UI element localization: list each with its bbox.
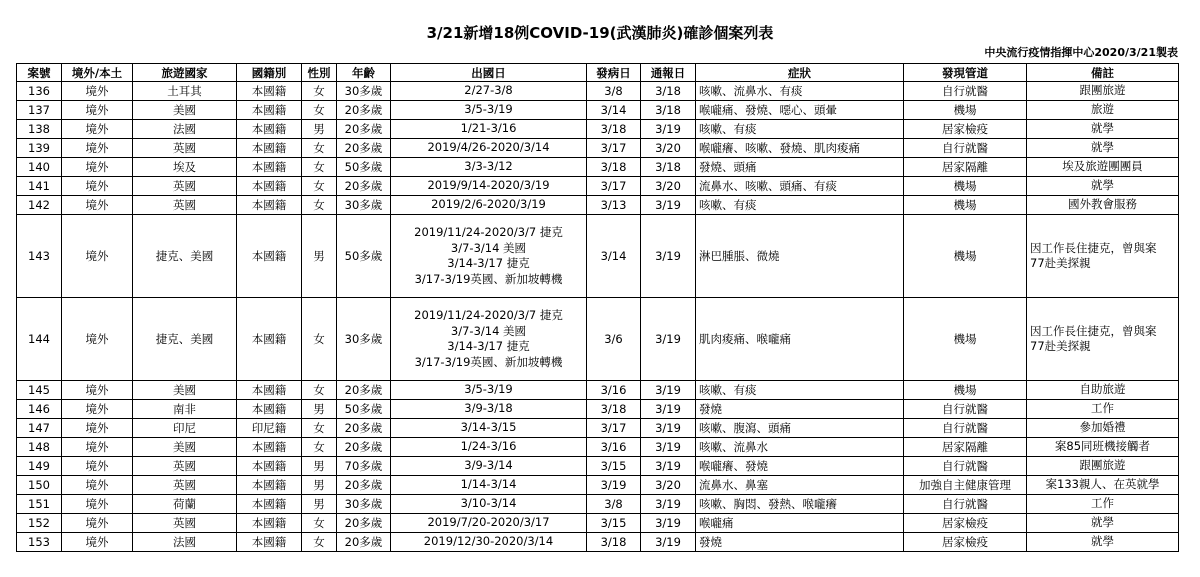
cell-travel-dates [391, 82, 587, 101]
cell-onset-date: 3/19 [587, 476, 641, 495]
cell-symptoms: 咳嗽、流鼻水 [696, 438, 904, 457]
page-title: 3/21新增18例COVID-19(武漢肺炎)確診個案列表 [426, 24, 774, 42]
cell-age: 20多歲 [337, 120, 391, 139]
remark-line: 就學 [1091, 515, 1114, 530]
cell-travel-dates [391, 457, 587, 476]
cell-report-date: 3/19 [641, 298, 696, 381]
cell-sex: 女 [302, 139, 337, 158]
cell-sex: 女 [302, 298, 337, 381]
remark-line: 跟團旅遊 [1079, 458, 1126, 473]
table-row [17, 139, 1179, 158]
cell-age: 20多歲 [337, 419, 391, 438]
travel-line: 1/21-3/16 [460, 121, 517, 136]
cell-travel-dates [391, 298, 587, 381]
cell-remark [1027, 158, 1179, 177]
cell-onset-date: 3/8 [587, 495, 641, 514]
cell-travel-dates [391, 495, 587, 514]
cell-remark [1027, 298, 1179, 381]
table-header-row [17, 64, 1179, 82]
cell-report-date: 3/18 [641, 101, 696, 120]
cell-symptoms: 咳嗽、腹瀉、頭痛 [696, 419, 904, 438]
cell-detection: 機場 [904, 381, 1027, 400]
cell-detection: 自行就醫 [904, 495, 1027, 514]
remark-line: 埃及旅遊團團員 [1062, 159, 1143, 174]
cell-report-date: 3/19 [641, 438, 696, 457]
cell-symptoms: 發燒 [696, 533, 904, 552]
travel-line: 2019/7/20-2020/3/17 [427, 515, 550, 530]
cell-detection: 自行就醫 [904, 419, 1027, 438]
travel-line: 3/14-3/15 [460, 420, 517, 435]
remark-line: 就學 [1091, 534, 1114, 549]
cell-case-id: 144 [17, 298, 62, 381]
travel-line: 2019/11/24-2020/3/7 捷克 [414, 308, 563, 322]
cell-origin: 境外 [62, 381, 133, 400]
cell-detection: 自行就醫 [904, 139, 1027, 158]
remark-line: 就學 [1091, 178, 1114, 193]
remark-line: 案85同班機接觸者 [1054, 439, 1151, 454]
remark-line: 就學 [1091, 140, 1114, 155]
cell-nationality: 本國籍 [237, 139, 302, 158]
travel-line: 1/24-3/16 [460, 439, 517, 454]
cell-origin: 境外 [62, 101, 133, 120]
cell-remark [1027, 177, 1179, 196]
remark-line: 因工作長住捷克，曾與案 [1030, 240, 1157, 255]
cell-symptoms: 發燒 [696, 400, 904, 419]
cell-origin: 境外 [62, 298, 133, 381]
cell-age: 70多歲 [337, 457, 391, 476]
cell-detection: 自行就醫 [904, 82, 1027, 101]
cell-onset-date: 3/17 [587, 139, 641, 158]
cell-origin: 境外 [62, 514, 133, 533]
travel-line: 3/3-3/12 [464, 159, 513, 174]
cell-detection: 自行就醫 [904, 457, 1027, 476]
cell-report-date: 3/20 [641, 139, 696, 158]
cell-countries: 美國 [133, 438, 237, 457]
cell-origin: 境外 [62, 82, 133, 101]
cell-age: 30多歲 [337, 298, 391, 381]
cell-remark [1027, 400, 1179, 419]
cell-remark [1027, 514, 1179, 533]
header-symptoms: 症狀 [696, 64, 904, 82]
table-row [17, 215, 1179, 298]
cell-report-date: 3/19 [641, 533, 696, 552]
cell-sex: 男 [302, 457, 337, 476]
cell-countries: 埃及 [133, 158, 237, 177]
cell-symptoms: 喉嚨痛、發燒、噁心、頭暈 [696, 101, 904, 120]
remark-line: 因工作長住捷克，曾與案 [1030, 323, 1157, 338]
cell-report-date: 3/20 [641, 177, 696, 196]
cell-travel-dates [391, 120, 587, 139]
cell-age: 20多歲 [337, 381, 391, 400]
cell-symptoms: 肌肉痠痛、喉嚨痛 [696, 298, 904, 381]
travel-line: 2/27-3/8 [464, 83, 513, 98]
cell-onset-date: 3/14 [587, 215, 641, 298]
cell-detection: 機場 [904, 101, 1027, 120]
cell-report-date: 3/19 [641, 495, 696, 514]
cell-case-id: 142 [17, 196, 62, 215]
cell-remark [1027, 215, 1179, 298]
cell-origin: 境外 [62, 457, 133, 476]
cell-travel-dates [391, 419, 587, 438]
cell-report-date: 3/18 [641, 158, 696, 177]
cell-report-date: 3/19 [641, 514, 696, 533]
cell-sex: 女 [302, 196, 337, 215]
cell-report-date: 3/19 [641, 419, 696, 438]
header-travel-dates: 出國日 [391, 64, 587, 82]
cell-detection: 機場 [904, 196, 1027, 215]
table-row [17, 196, 1179, 215]
travel-line: 2019/12/30-2020/3/14 [423, 534, 554, 549]
cell-origin: 境外 [62, 533, 133, 552]
cell-onset-date: 3/18 [587, 158, 641, 177]
cell-onset-date: 3/8 [587, 82, 641, 101]
header-remark: 備註 [1027, 64, 1179, 82]
cell-detection: 居家隔離 [904, 438, 1027, 457]
cell-sex: 男 [302, 215, 337, 298]
cell-case-id: 141 [17, 177, 62, 196]
cell-origin: 境外 [62, 177, 133, 196]
cell-nationality: 本國籍 [237, 120, 302, 139]
cell-countries: 捷克、美國 [133, 298, 237, 381]
cell-symptoms: 咳嗽、流鼻水、有痰 [696, 82, 904, 101]
cell-remark [1027, 196, 1179, 215]
travel-line: 2019/9/14-2020/3/19 [427, 178, 550, 193]
cell-onset-date: 3/18 [587, 533, 641, 552]
cell-countries: 英國 [133, 476, 237, 495]
cell-origin: 境外 [62, 158, 133, 177]
cell-countries: 英國 [133, 139, 237, 158]
travel-line: 2019/2/6-2020/3/19 [431, 197, 546, 212]
cell-report-date: 3/19 [641, 381, 696, 400]
cell-onset-date: 3/18 [587, 400, 641, 419]
cell-age: 20多歲 [337, 177, 391, 196]
cell-age: 20多歲 [337, 476, 391, 495]
cell-case-id: 136 [17, 82, 62, 101]
travel-line: 3/7-3/14 美國 [450, 240, 527, 255]
cell-sex: 女 [302, 438, 337, 457]
cell-report-date: 3/19 [641, 120, 696, 139]
header-report-date: 通報日 [641, 64, 696, 82]
table-row [17, 177, 1179, 196]
cell-case-id: 148 [17, 438, 62, 457]
travel-line: 3/14-3/17 捷克 [447, 256, 530, 270]
cell-case-id: 143 [17, 215, 62, 298]
cell-sex: 男 [302, 476, 337, 495]
cell-sex: 女 [302, 158, 337, 177]
remark-line: 就學 [1091, 121, 1114, 136]
cell-travel-dates [391, 177, 587, 196]
cell-origin: 境外 [62, 196, 133, 215]
travel-line: 3/10-3/14 [460, 496, 517, 511]
cell-case-id: 151 [17, 495, 62, 514]
cell-remark [1027, 120, 1179, 139]
travel-line: 3/14-3/17 捷克 [447, 339, 530, 353]
cell-detection: 居家檢疫 [904, 533, 1027, 552]
cell-countries: 南非 [133, 400, 237, 419]
cell-report-date: 3/19 [641, 215, 696, 298]
cell-nationality: 本國籍 [237, 438, 302, 457]
cell-remark [1027, 533, 1179, 552]
cell-case-id: 137 [17, 101, 62, 120]
cell-sex: 女 [302, 101, 337, 120]
remark-line: 77赴美探親 [1030, 339, 1091, 353]
cell-symptoms: 淋巴腫脹、微燒 [696, 215, 904, 298]
cell-detection: 機場 [904, 298, 1027, 381]
cell-nationality: 本國籍 [237, 533, 302, 552]
cell-sex: 女 [302, 177, 337, 196]
remark-line: 77赴美探親 [1030, 256, 1091, 270]
table-row [17, 381, 1179, 400]
cell-countries: 法國 [133, 533, 237, 552]
cell-origin: 境外 [62, 438, 133, 457]
travel-line: 3/9-3/14 [464, 458, 513, 473]
cell-countries: 土耳其 [133, 82, 237, 101]
cell-nationality: 本國籍 [237, 177, 302, 196]
cell-report-date: 3/19 [641, 196, 696, 215]
cell-case-id: 139 [17, 139, 62, 158]
cell-remark [1027, 381, 1179, 400]
remark-line: 自助旅遊 [1079, 382, 1126, 397]
cell-detection: 居家檢疫 [904, 120, 1027, 139]
cell-nationality: 本國籍 [237, 514, 302, 533]
remark-line: 工作 [1091, 496, 1114, 511]
cell-countries: 法國 [133, 120, 237, 139]
table-row [17, 120, 1179, 139]
travel-line: 3/17-3/19英國、新加坡轉機 [414, 354, 563, 369]
header-sex: 性別 [302, 64, 337, 82]
cell-sex: 男 [302, 495, 337, 514]
cell-travel-dates [391, 196, 587, 215]
cell-sex: 女 [302, 514, 337, 533]
cell-case-id: 152 [17, 514, 62, 533]
header-case-id: 案號 [17, 64, 62, 82]
travel-line: 1/14-3/14 [460, 477, 517, 492]
table-row [17, 476, 1179, 495]
cell-detection: 居家檢疫 [904, 514, 1027, 533]
cell-case-id: 149 [17, 457, 62, 476]
cell-countries: 印尼 [133, 419, 237, 438]
cell-countries: 美國 [133, 101, 237, 120]
cell-case-id: 140 [17, 158, 62, 177]
table-row [17, 298, 1179, 381]
cell-nationality: 印尼籍 [237, 419, 302, 438]
page-subtitle: 中央流行疫情指揮中心2020/3/21製表 [984, 46, 1178, 59]
table-row [17, 438, 1179, 457]
cell-travel-dates [391, 215, 587, 298]
cell-detection: 居家隔離 [904, 158, 1027, 177]
cell-age: 50多歲 [337, 158, 391, 177]
cell-origin: 境外 [62, 400, 133, 419]
remark-line: 參加婚禮 [1079, 420, 1126, 435]
cell-nationality: 本國籍 [237, 82, 302, 101]
cell-report-date: 3/19 [641, 400, 696, 419]
cell-sex: 女 [302, 419, 337, 438]
cell-origin: 境外 [62, 120, 133, 139]
cell-detection: 機場 [904, 177, 1027, 196]
cell-report-date: 3/19 [641, 457, 696, 476]
cell-remark [1027, 457, 1179, 476]
cell-remark [1027, 438, 1179, 457]
travel-line: 3/5-3/19 [464, 102, 513, 117]
cell-travel-dates [391, 438, 587, 457]
cell-origin: 境外 [62, 495, 133, 514]
cell-travel-dates [391, 533, 587, 552]
cell-age: 30多歲 [337, 82, 391, 101]
cell-symptoms: 咳嗽、有痰 [696, 196, 904, 215]
case-table [16, 63, 1179, 552]
cell-origin: 境外 [62, 215, 133, 298]
cell-travel-dates [391, 158, 587, 177]
cell-nationality: 本國籍 [237, 495, 302, 514]
cell-sex: 男 [302, 120, 337, 139]
cell-remark [1027, 476, 1179, 495]
cell-countries: 英國 [133, 196, 237, 215]
cell-onset-date: 3/16 [587, 438, 641, 457]
cell-origin: 境外 [62, 139, 133, 158]
cell-symptoms: 流鼻水、鼻塞 [696, 476, 904, 495]
cell-detection: 加強自主健康管理 [904, 476, 1027, 495]
cell-symptoms: 發燒、頭痛 [696, 158, 904, 177]
cell-symptoms: 喉嚨痛 [696, 514, 904, 533]
cell-age: 20多歲 [337, 438, 391, 457]
table-row [17, 514, 1179, 533]
cell-nationality: 本國籍 [237, 196, 302, 215]
cell-nationality: 本國籍 [237, 101, 302, 120]
cell-countries: 美國 [133, 381, 237, 400]
cell-case-id: 146 [17, 400, 62, 419]
cell-age: 50多歲 [337, 400, 391, 419]
cell-sex: 男 [302, 400, 337, 419]
cell-symptoms: 咳嗽、有痰 [696, 120, 904, 139]
cell-remark [1027, 139, 1179, 158]
cell-sex: 女 [302, 82, 337, 101]
cell-nationality: 本國籍 [237, 381, 302, 400]
cell-travel-dates [391, 476, 587, 495]
cell-countries: 捷克、美國 [133, 215, 237, 298]
cell-travel-dates [391, 514, 587, 533]
cell-remark [1027, 101, 1179, 120]
cell-age: 20多歲 [337, 139, 391, 158]
cell-onset-date: 3/15 [587, 457, 641, 476]
table-row [17, 400, 1179, 419]
remark-line: 跟團旅遊 [1079, 83, 1126, 98]
cell-nationality: 本國籍 [237, 158, 302, 177]
remark-line: 案133親人、在英就學 [1045, 477, 1160, 492]
cell-travel-dates [391, 400, 587, 419]
table-row [17, 101, 1179, 120]
cell-travel-dates [391, 139, 587, 158]
cell-symptoms: 咳嗽、胸悶、發熱、喉嚨癢 [696, 495, 904, 514]
remark-line: 國外教會服務 [1068, 197, 1137, 212]
cell-nationality: 本國籍 [237, 298, 302, 381]
header-countries: 旅遊國家 [133, 64, 237, 82]
cell-case-id: 138 [17, 120, 62, 139]
cell-age: 20多歲 [337, 514, 391, 533]
table-row [17, 419, 1179, 438]
cell-origin: 境外 [62, 419, 133, 438]
cell-onset-date: 3/13 [587, 196, 641, 215]
cell-remark [1027, 82, 1179, 101]
cell-detection: 自行就醫 [904, 400, 1027, 419]
cell-countries: 英國 [133, 177, 237, 196]
travel-line: 3/9-3/18 [464, 401, 513, 416]
table-row [17, 533, 1179, 552]
table-row [17, 82, 1179, 101]
remark-line: 旅遊 [1091, 102, 1114, 117]
cell-symptoms: 喉嚨癢、咳嗽、發燒、肌肉痠痛 [696, 139, 904, 158]
cell-symptoms: 咳嗽、有痰 [696, 381, 904, 400]
header-detection: 發現管道 [904, 64, 1027, 82]
cell-onset-date: 3/15 [587, 514, 641, 533]
cell-nationality: 本國籍 [237, 215, 302, 298]
cell-origin: 境外 [62, 476, 133, 495]
cell-sex: 女 [302, 533, 337, 552]
cell-report-date: 3/18 [641, 82, 696, 101]
cell-age: 50多歲 [337, 215, 391, 298]
cell-nationality: 本國籍 [237, 457, 302, 476]
cell-symptoms: 流鼻水、咳嗽、頭痛、有痰 [696, 177, 904, 196]
cell-case-id: 150 [17, 476, 62, 495]
travel-line: 2019/11/24-2020/3/7 捷克 [414, 225, 563, 239]
cell-onset-date: 3/16 [587, 381, 641, 400]
cell-detection: 機場 [904, 215, 1027, 298]
cell-onset-date: 3/14 [587, 101, 641, 120]
table-row [17, 158, 1179, 177]
header-origin: 境外/本土 [62, 64, 133, 82]
cell-travel-dates [391, 381, 587, 400]
header-age: 年齡 [337, 64, 391, 82]
cell-travel-dates [391, 101, 587, 120]
header-nationality: 國籍別 [237, 64, 302, 82]
cell-age: 20多歲 [337, 533, 391, 552]
cell-countries: 英國 [133, 457, 237, 476]
travel-line: 3/5-3/19 [464, 382, 513, 397]
cell-symptoms: 喉嚨癢、發燒 [696, 457, 904, 476]
cell-report-date: 3/20 [641, 476, 696, 495]
cell-onset-date: 3/17 [587, 177, 641, 196]
case-table-body [17, 82, 1179, 552]
cell-countries: 英國 [133, 514, 237, 533]
cell-age: 20多歲 [337, 101, 391, 120]
cell-case-id: 145 [17, 381, 62, 400]
cell-onset-date: 3/17 [587, 419, 641, 438]
table-row [17, 457, 1179, 476]
remark-line: 工作 [1091, 401, 1114, 416]
cell-remark [1027, 419, 1179, 438]
cell-sex: 女 [302, 381, 337, 400]
travel-line: 3/7-3/14 美國 [450, 323, 527, 338]
cell-countries: 荷蘭 [133, 495, 237, 514]
cell-nationality: 本國籍 [237, 476, 302, 495]
cell-onset-date: 3/6 [587, 298, 641, 381]
cell-nationality: 本國籍 [237, 400, 302, 419]
cell-remark [1027, 495, 1179, 514]
cell-age: 30多歲 [337, 196, 391, 215]
header-onset-date: 發病日 [587, 64, 641, 82]
cell-age: 30多歲 [337, 495, 391, 514]
cell-onset-date: 3/18 [587, 120, 641, 139]
cell-case-id: 153 [17, 533, 62, 552]
travel-line: 2019/4/26-2020/3/14 [427, 140, 550, 155]
travel-line: 3/17-3/19英國、新加坡轉機 [414, 271, 563, 286]
cell-case-id: 147 [17, 419, 62, 438]
table-row [17, 495, 1179, 514]
